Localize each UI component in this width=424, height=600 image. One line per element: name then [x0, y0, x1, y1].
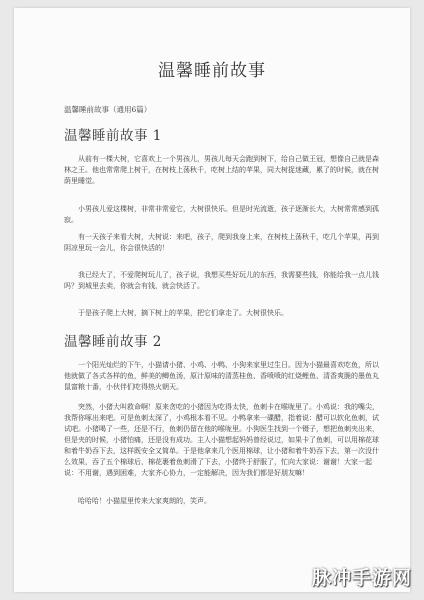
- story1-paragraph: 小男孩儿爱这棵树，非常非常爱它，大树很快乐。但是时光流逝，孩子逐渐长大，大树常常感到孤寂。: [64, 205, 379, 224]
- story1-paragraph: 有一天孩子来看大树，大树说：来吧，孩子，爬到我身上来，在树枝上荡秋千，吃几个苹果，再到阴凉里玩一会儿，你会很快活的！: [64, 233, 379, 252]
- story1-paragraph: 从前有一棵大树，它喜欢上一个男孩儿，男孩儿每天会跑到树下，给自己做王冠，想像自己就是森林之王。他也常常爬上树干，在树枝上荡秋千，吃树上结的苹果，同大树捉迷藏，累了的时候，就在树荫里睡觉。: [64, 155, 379, 185]
- site-watermark: 脉冲手游网: [311, 567, 412, 589]
- story1-heading: 温馨睡前故事 1: [64, 128, 162, 144]
- story2-paragraph: 哈哈哈！小猫屋里传来大家爽朗的，笑声。: [78, 497, 211, 505]
- document-page: [14, 8, 410, 592]
- document-subtitle: 温馨睡前故事（通用6篇）: [64, 105, 152, 114]
- story1-paragraph: 我已经大了，不爱爬树玩儿了，孩子说，我想买些好玩儿的东西，我需要些钱，你能给我一点儿钱吗？到城里去卖，你就会有钱，就会快活了。: [64, 271, 379, 290]
- document-title: 温馨睡前故事: [158, 61, 266, 81]
- story2-heading: 温馨睡前故事 2: [64, 334, 162, 350]
- story2-paragraph: 突然，小猪大叫救命啊！原来贪吃的小猪因为吃得太快，鱼刺卡在喉咙里了。小鸡说：我的嘴尖，我帮你啄出来吧。可是鱼刺太深了，小鸡根本看不见。小鸭拿来一碟醋，指着说：醋可以软化鱼刺，试试吧。小猪喝了一些，还是不行，鱼刺仍留在他的喉咙里。小狗医生找到一个镊子，想把鱼刺夹出来，但是夹的时候，小猪怕痛，还是没有成功。主人小猫想起妈妈曾经说过，如果卡了鱼刺，可以用棉花球和着牛奶吞下去，这样既安全又简单。于是他拿来几个医用棉球，让小猪和着牛奶吞下去，第一次没什么效果，吞了五个棉球后，棉花裹着鱼刺滑了下去，小猪终于舒服了，忙向大家说：谢谢！大家一起说：不用谢，遇到困难，大家齐心协力，一定能解决，因为我们都是好朋友嘛！: [64, 403, 379, 477]
- story2-paragraph: 一个阳光灿烂的下午，小猫请小猪、小鸡、小鸭、小狗来家里过生日。因为小猫最喜欢吃鱼，所以他就做了各式各样的鱼，鲜美的鲫鱼汤，原汁原味的清蒸桂鱼、香喷喷的红烧鲤鱼、清香爽脆的墨鱼丸鼠富粮十番，小伙伴们吃得热火朝天。: [64, 361, 379, 391]
- story1-paragraph: 于是孩子爬上大树，摘下树上的苹果，把它们拿走了。大树很快乐。: [78, 309, 288, 317]
